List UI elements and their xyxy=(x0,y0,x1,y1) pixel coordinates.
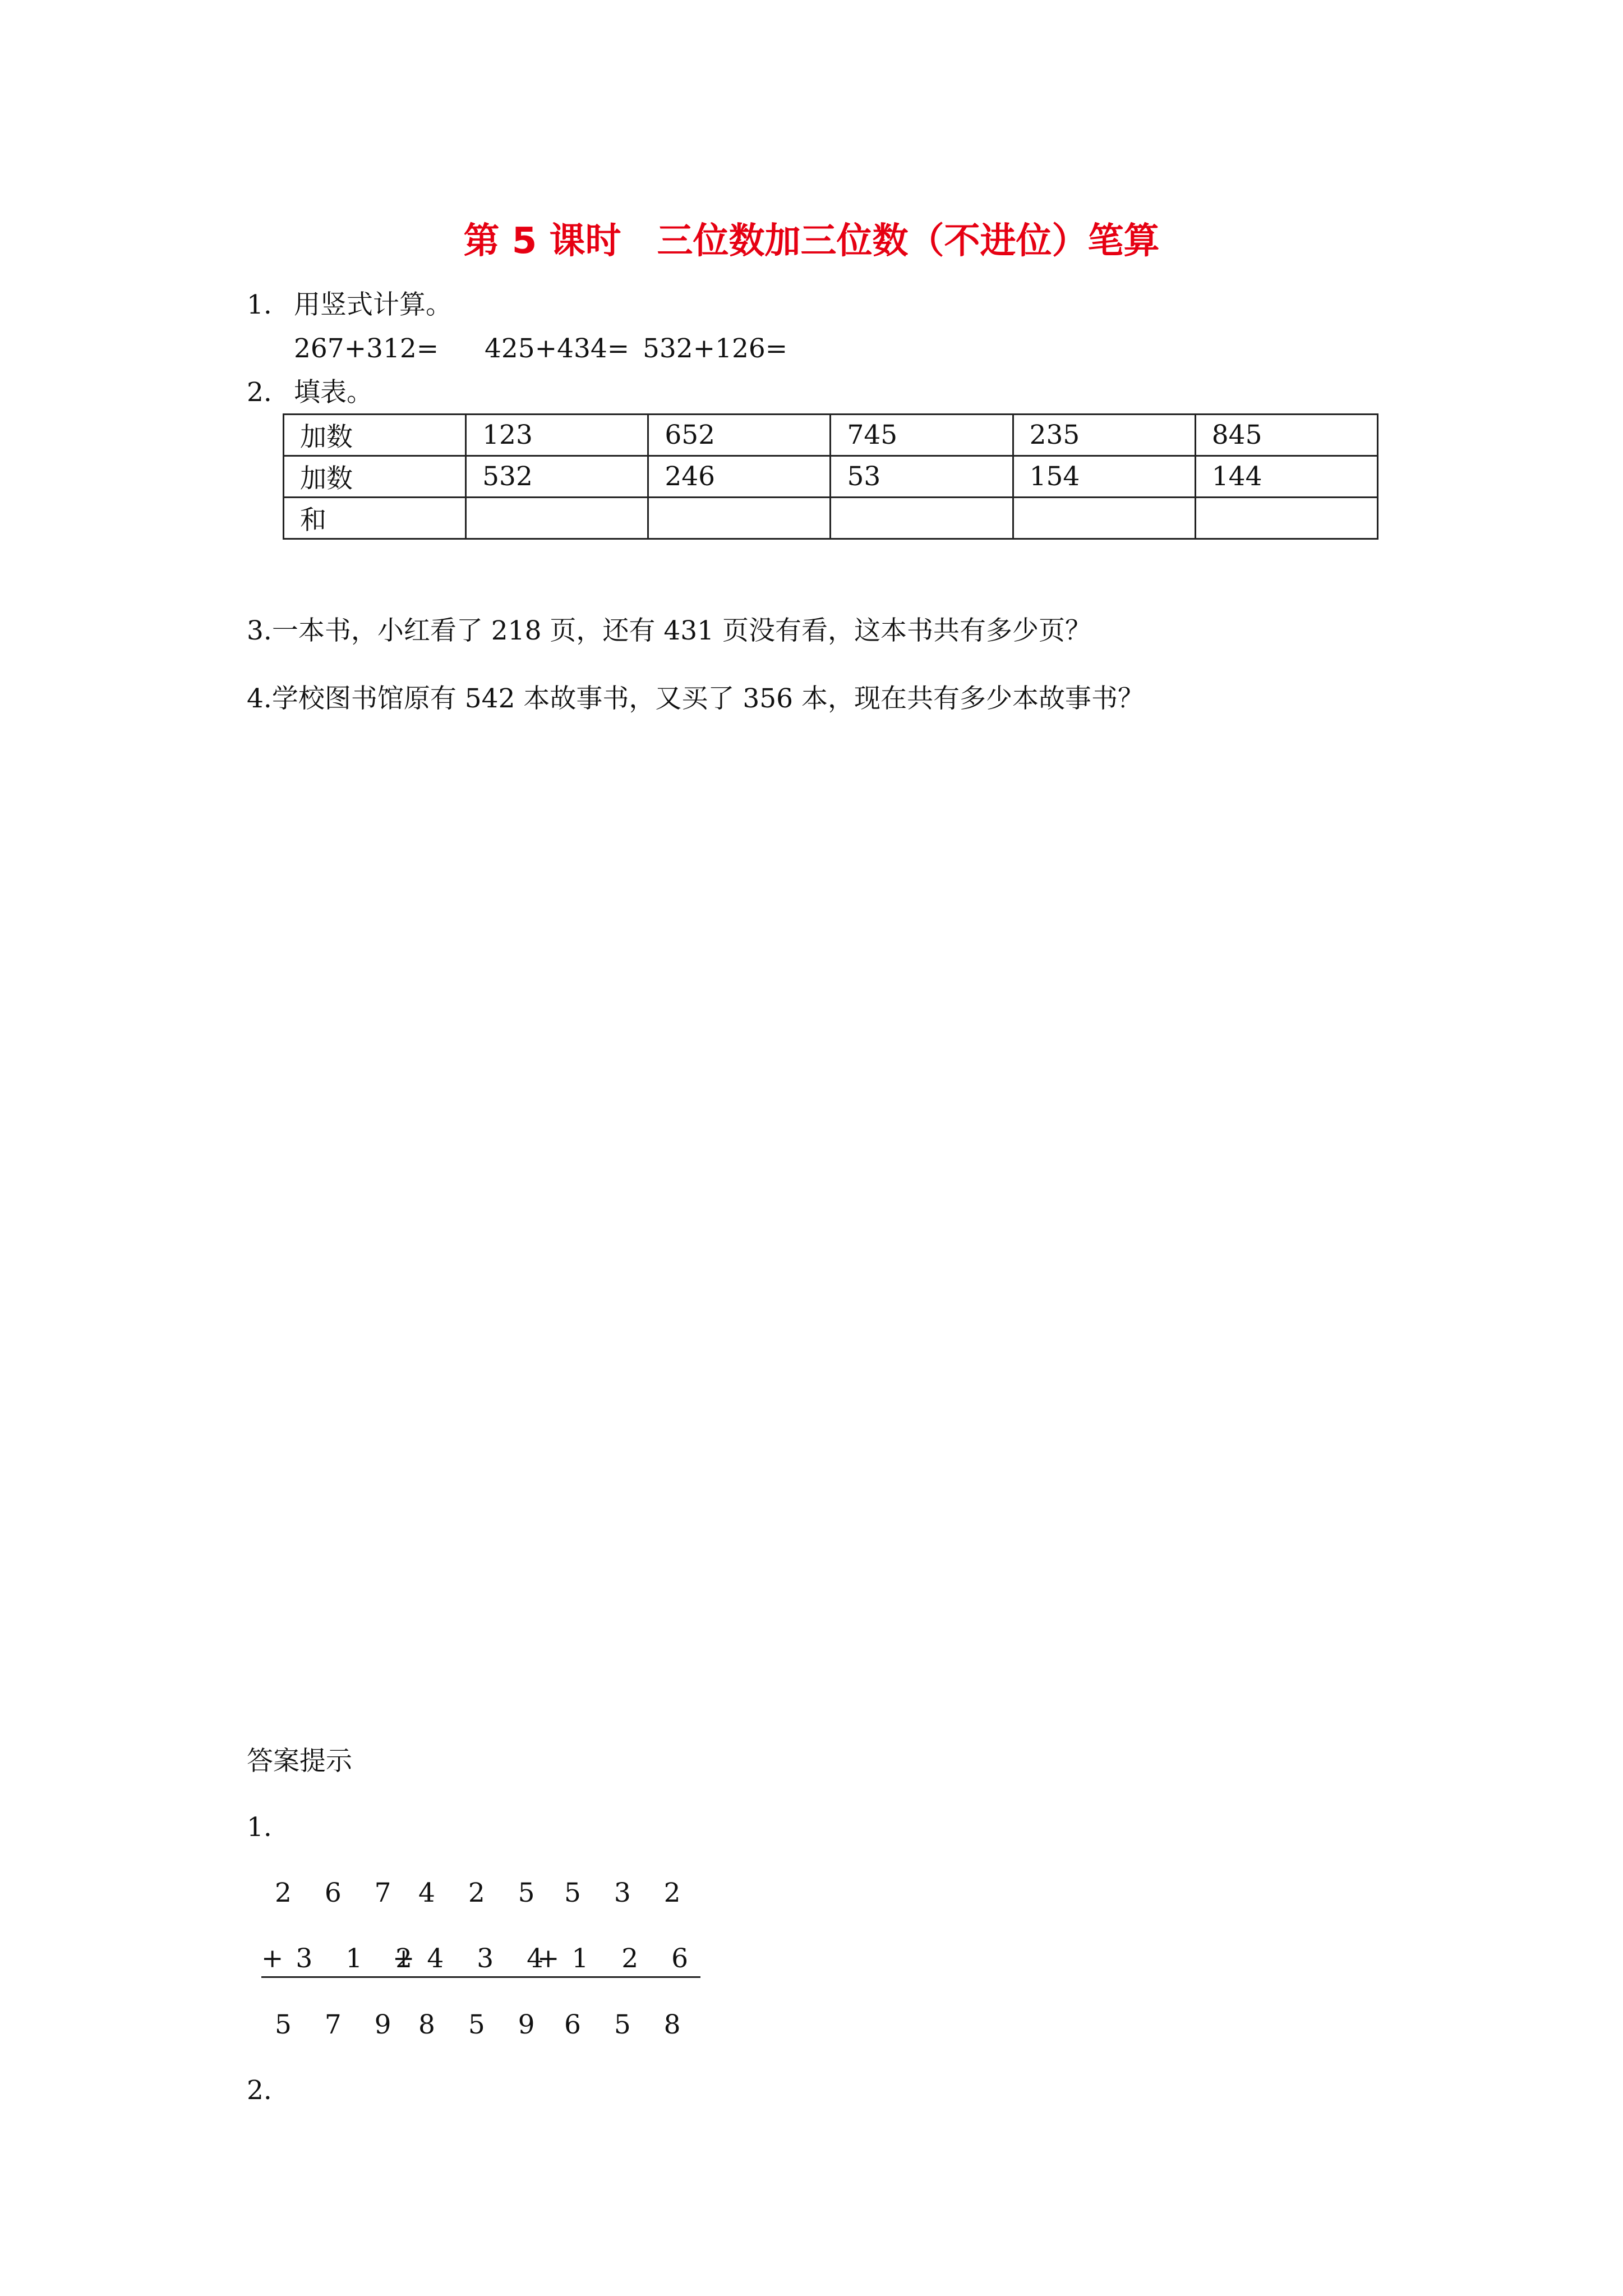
table-cell: 144 xyxy=(1195,456,1377,498)
question-3: 3.一本书，小红看了 218 页，还有 431 页没有看，这本书共有多少页？ xyxy=(247,615,1092,646)
question-2-number: 2. xyxy=(247,377,272,408)
vertical-addend: +1 2 6 xyxy=(537,1942,700,1976)
expression: 425+434= xyxy=(485,333,630,364)
vertical-top-number: 5 3 2 xyxy=(564,1878,693,1908)
table-row xyxy=(284,415,1378,456)
table-cell xyxy=(1195,498,1377,539)
expression: 267+312= xyxy=(294,333,439,364)
table-cell xyxy=(831,498,1013,539)
question-1-expressions xyxy=(294,332,787,366)
table-row xyxy=(284,456,1378,498)
vertical-top-number: 4 2 5 xyxy=(418,1878,547,1908)
table-cell: 加数 xyxy=(284,456,466,498)
answer-2-number: 2. xyxy=(247,2075,272,2106)
vertical-sum: 8 5 9 xyxy=(418,2009,547,2040)
vertical-addend: +3 1 2 xyxy=(261,1942,425,1976)
table-cell: 246 xyxy=(648,456,831,498)
vertical-sum: 5 7 9 xyxy=(275,2009,404,2040)
question-1-number: 1. xyxy=(247,289,272,320)
table-cell: 532 xyxy=(466,456,648,498)
table-cell xyxy=(466,498,648,539)
table-cell: 和 xyxy=(284,498,466,539)
vertical-addend: +4 3 4 xyxy=(393,1942,556,1976)
table-cell: 加数 xyxy=(284,415,466,456)
table-cell: 845 xyxy=(1195,415,1377,456)
table-cell: 53 xyxy=(831,456,1013,498)
vertical-top-number: 2 6 7 xyxy=(275,1878,404,1908)
table-cell xyxy=(648,498,831,539)
question-1 xyxy=(247,288,452,322)
table-cell: 235 xyxy=(1013,415,1195,456)
question-4: 4.学校图书馆原有 542 本故事书，又买了 356 本，现在共有多少本故事书？ xyxy=(247,683,1145,714)
table-cell: 745 xyxy=(831,415,1013,456)
answer-1-number: 1. xyxy=(247,1812,272,1843)
question-2 xyxy=(247,376,373,409)
table-cell: 652 xyxy=(648,415,831,456)
question-1-prompt: 用竖式计算。 xyxy=(294,289,452,320)
addend-sum-table xyxy=(283,413,1378,540)
table-cell xyxy=(1013,498,1195,539)
table-cell: 123 xyxy=(466,415,648,456)
table-row xyxy=(284,498,1378,539)
question-2-prompt: 填表。 xyxy=(294,377,373,408)
table-cell: 154 xyxy=(1013,456,1195,498)
expression: 532+126= xyxy=(643,333,788,364)
answers-heading: 答案提示 xyxy=(247,1746,352,1777)
page-title: 第 5 课时 三位数加三位数（不进位）笔算 xyxy=(463,220,1160,262)
vertical-sum: 6 5 8 xyxy=(564,2009,693,2040)
